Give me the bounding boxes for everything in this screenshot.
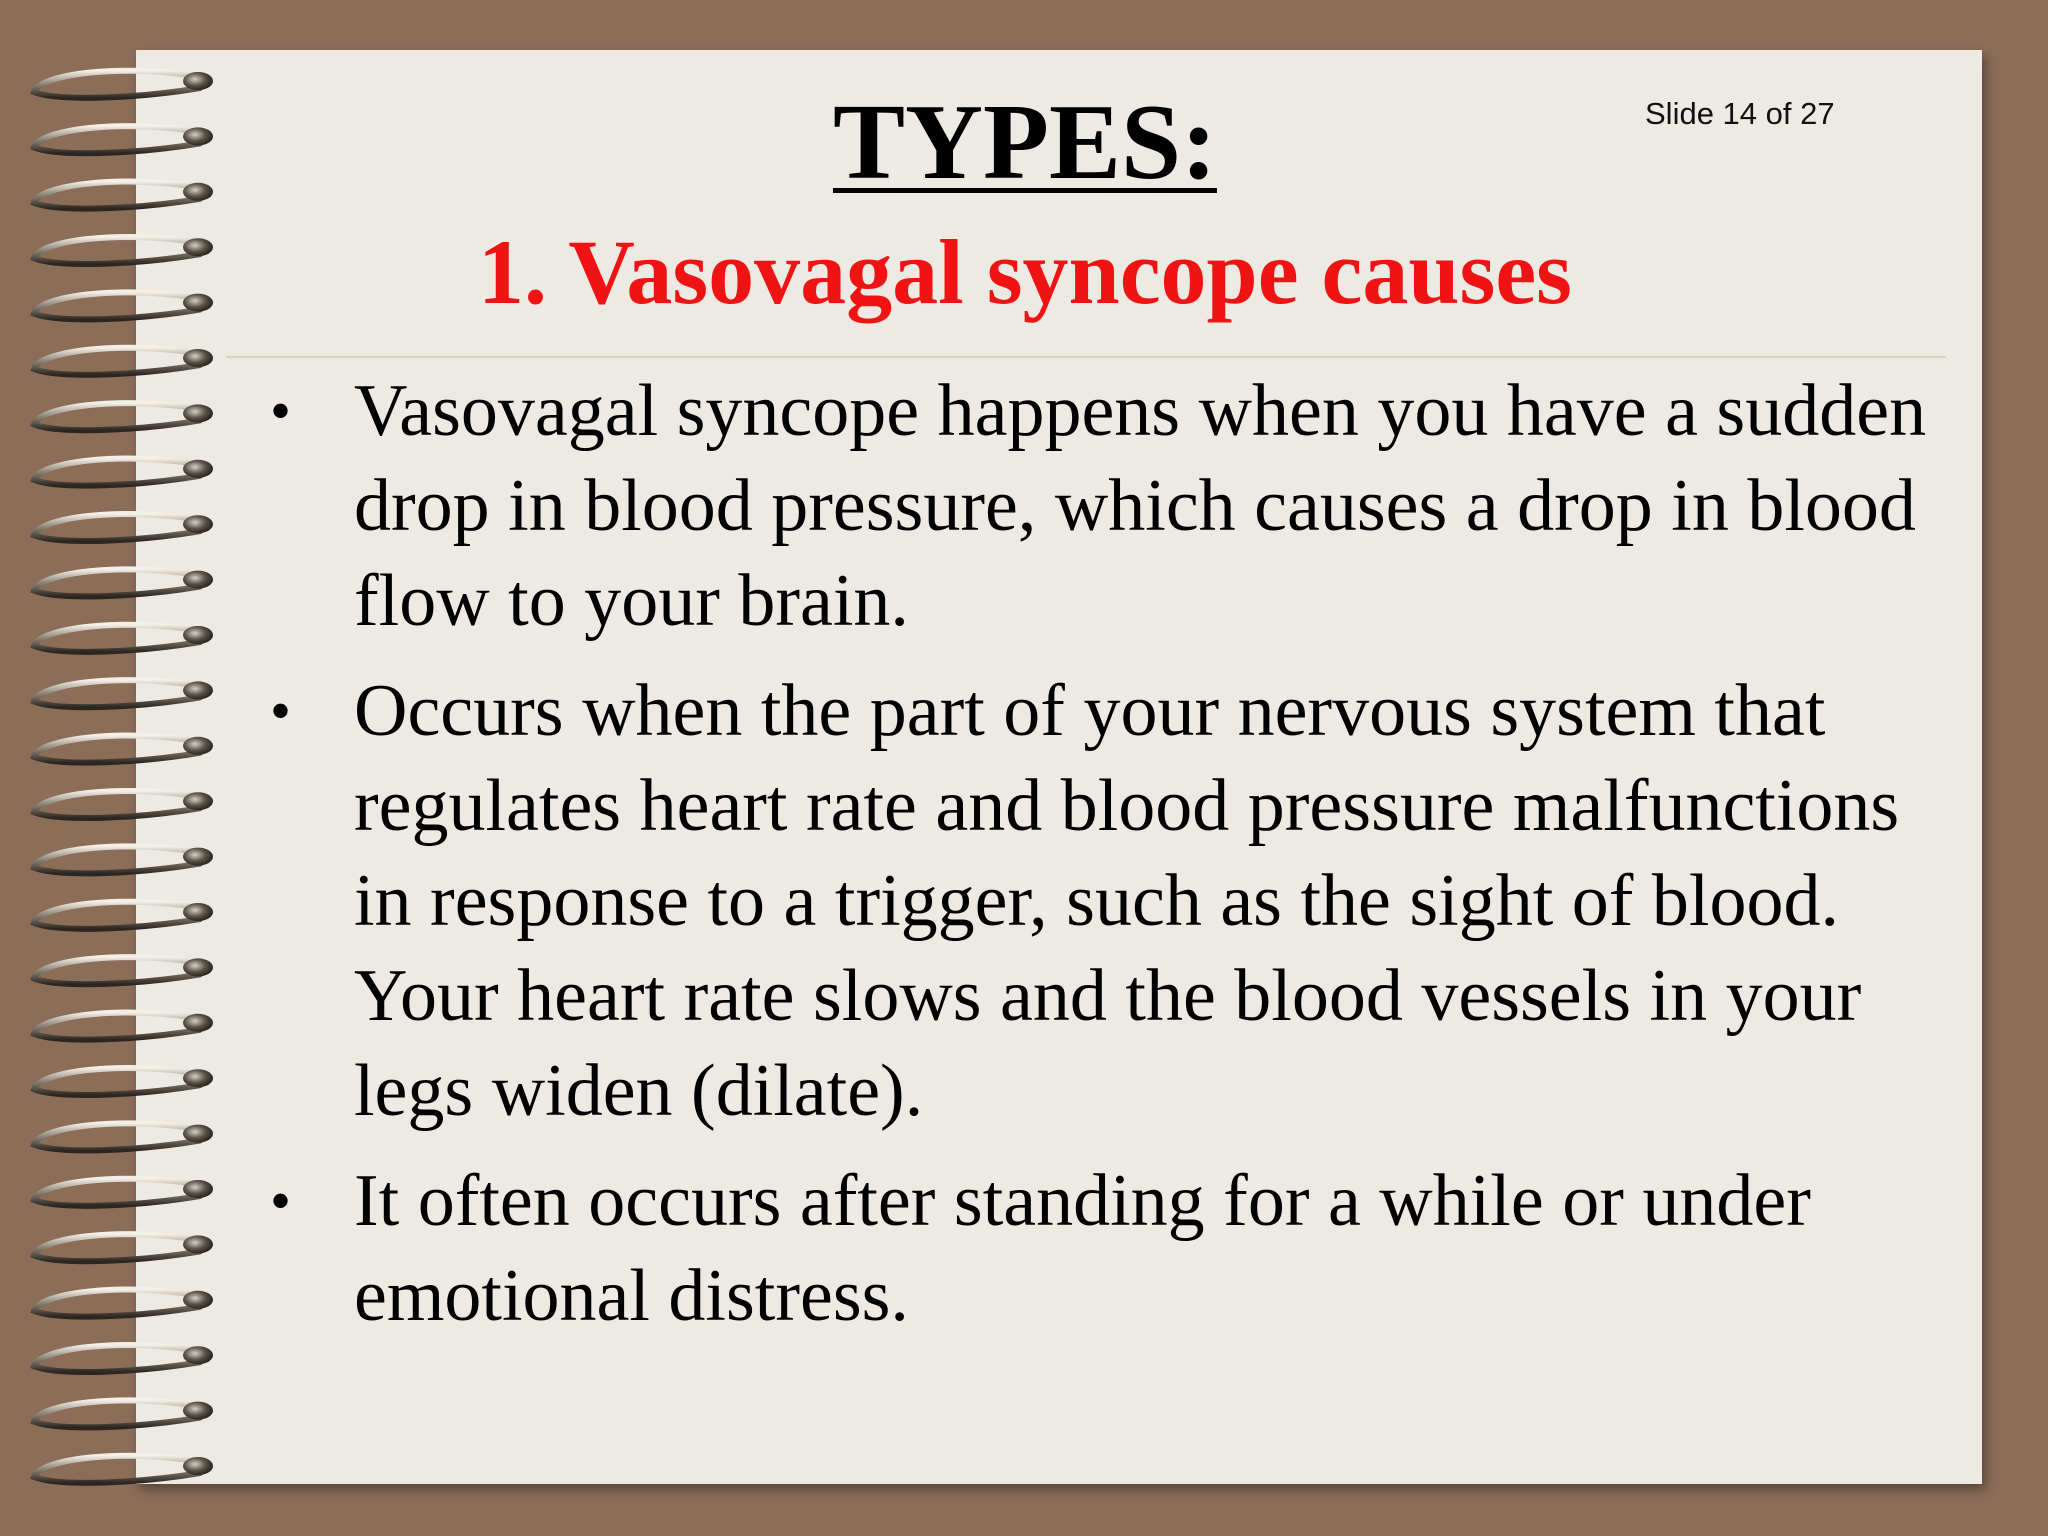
spiral-ring [34,1068,200,1095]
spiral-ring [34,459,200,486]
spiral-hole [183,681,213,699]
spiral-hole [183,848,213,866]
spiral-hole [183,626,213,644]
spiral-ring [34,1400,200,1427]
spiral-ring [34,348,200,375]
spiral-hole [183,1291,213,1309]
spiral-ring [34,569,200,596]
spiral-hole [183,571,213,589]
spiral-ring [34,1179,200,1206]
spiral-ring [34,957,200,984]
bullet-list [270,364,1950,1359]
bullet-item-2 [270,664,1950,1139]
spiral-hole [183,1346,213,1364]
spiral-hole [183,1235,213,1253]
spiral-hole [183,1180,213,1198]
spiral-hole [183,349,213,367]
spiral-hole [183,460,213,478]
bullet-item-3 [270,1154,1950,1344]
spiral-ring [34,902,200,929]
spiral-ring [34,1290,200,1317]
spiral-ring [34,1456,200,1483]
spiral-hole [183,1069,213,1087]
bullet-marker: • [270,378,292,444]
spiral-ring [34,846,200,873]
spiral-hole [183,737,213,755]
spiral-ring [34,680,200,707]
page-title: TYPES: [832,83,1218,202]
spiral-ring [34,791,200,818]
bullet-text-1: Vasovagal syncope happens when you have a sudden drop in blood pressure, which causes a drop in blood flow to your brain. [354,370,1927,642]
spiral-ring [34,736,200,763]
bullet-text-3: It often occurs after standing for a while or under emotional distress. [354,1160,1811,1337]
spiral-ring [34,514,200,541]
spiral-hole [183,1014,213,1032]
spiral-ring [34,1013,200,1040]
spiral-ring [34,1234,200,1261]
spiral-hole [183,1402,213,1420]
slide-number: Slide 14 of 27 [1645,96,1835,131]
spiral-hole [183,903,213,921]
bullet-marker: • [270,678,292,744]
spiral-hole [183,1457,213,1475]
bullet-marker: • [270,1168,292,1234]
bullet-item-1 [270,364,1950,649]
spiral-ring [34,403,200,430]
spiral-hole [183,958,213,976]
page-subtitle: 1. Vasovagal syncope causes [478,221,1572,323]
spiral-hole [183,1125,213,1143]
divider [226,356,1946,358]
spiral-hole [183,515,213,533]
bullet-text-2: Occurs when the part of your nervous system that regulates heart rate and blood pressure malfunctions in response to a trigger, such as the sight of blood. Your heart rate slows and the blood vessels in your legs widen (dilate). [354,670,1900,1132]
spiral-ring [34,1345,200,1372]
spiral-hole [183,792,213,810]
spiral-hole [183,404,213,422]
spiral-ring [34,625,200,652]
spiral-ring [34,1123,200,1150]
